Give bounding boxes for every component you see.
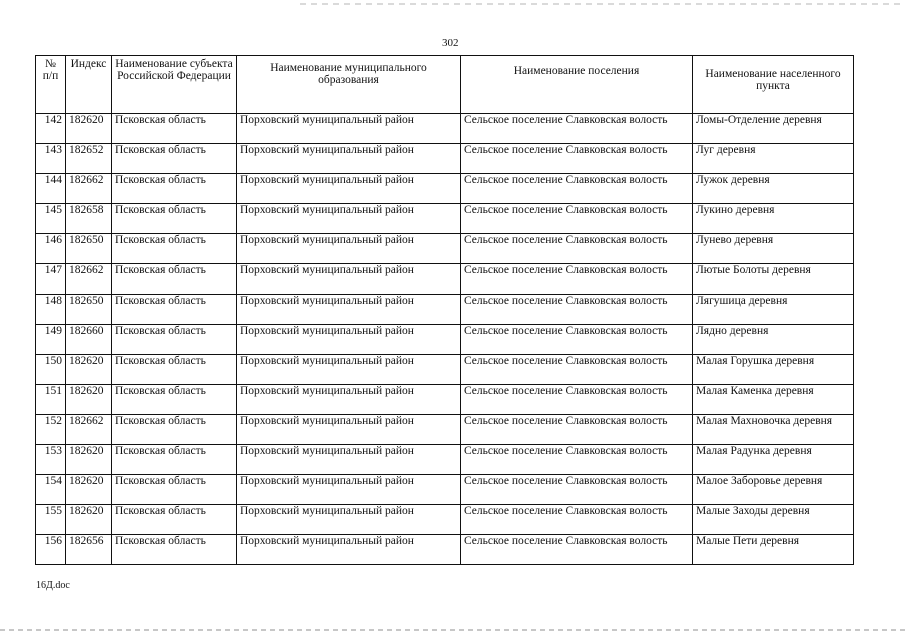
cell-number: 146 xyxy=(36,234,66,264)
cell-municipality: Порховский муниципальный район xyxy=(237,475,461,505)
table-row xyxy=(36,475,854,505)
cell-subject: Псковская область xyxy=(112,354,237,384)
cell-municipality: Порховский муниципальный район xyxy=(237,505,461,535)
cell-subject: Псковская область xyxy=(112,475,237,505)
table-row xyxy=(36,174,854,204)
cell-number: 153 xyxy=(36,445,66,475)
cell-locality: Лядно деревня xyxy=(693,324,854,354)
cell-subject: Псковская область xyxy=(112,144,237,174)
cell-locality: Лукино деревня xyxy=(693,204,854,234)
cell-settlement: Сельское поселение Славковская волость xyxy=(461,414,693,444)
cell-municipality: Порховский муниципальный район xyxy=(237,264,461,294)
cell-index: 182620 xyxy=(66,354,112,384)
cell-number: 155 xyxy=(36,505,66,535)
cell-subject: Псковская область xyxy=(112,445,237,475)
cell-subject: Псковская область xyxy=(112,384,237,414)
cell-locality: Ломы-Отделение деревня xyxy=(693,114,854,144)
cell-settlement: Сельское поселение Славковская волость xyxy=(461,144,693,174)
settlements-table xyxy=(35,55,854,565)
cell-settlement: Сельское поселение Славковская волость xyxy=(461,475,693,505)
cell-number: 150 xyxy=(36,354,66,384)
cell-index: 182620 xyxy=(66,384,112,414)
cell-index: 182620 xyxy=(66,505,112,535)
cell-number: 144 xyxy=(36,174,66,204)
cell-municipality: Порховский муниципальный район xyxy=(237,354,461,384)
table-header-row xyxy=(36,56,854,114)
cell-locality: Малая Махновочка деревня xyxy=(693,414,854,444)
cell-settlement: Сельское поселение Славковская волость xyxy=(461,234,693,264)
table-row xyxy=(36,505,854,535)
cell-settlement: Сельское поселение Славковская волость xyxy=(461,294,693,324)
cell-municipality: Порховский муниципальный район xyxy=(237,114,461,144)
header-subject: Наименование субъекта Российской Федерации xyxy=(112,56,237,114)
footer-filename: 16Д.doc xyxy=(36,580,70,591)
cell-number: 148 xyxy=(36,294,66,324)
cell-settlement: Сельское поселение Славковская волость xyxy=(461,204,693,234)
table-row xyxy=(36,324,854,354)
table-row xyxy=(36,234,854,264)
cell-number: 147 xyxy=(36,264,66,294)
cell-locality: Лягушица деревня xyxy=(693,294,854,324)
cell-index: 182660 xyxy=(66,324,112,354)
table-row xyxy=(36,144,854,174)
header-municipality: Наименование муниципального образования xyxy=(237,56,461,114)
cell-index: 182662 xyxy=(66,414,112,444)
cell-settlement: Сельское поселение Славковская волость xyxy=(461,174,693,204)
cell-municipality: Порховский муниципальный район xyxy=(237,174,461,204)
cell-settlement: Сельское поселение Славковская волость xyxy=(461,264,693,294)
cell-locality: Малые Заходы деревня xyxy=(693,505,854,535)
cell-index: 182662 xyxy=(66,174,112,204)
cell-municipality: Порховский муниципальный район xyxy=(237,535,461,565)
table-row xyxy=(36,445,854,475)
cell-locality: Луг деревня xyxy=(693,144,854,174)
header-number: № п/п xyxy=(36,56,66,114)
cell-index: 182650 xyxy=(66,234,112,264)
cell-locality: Лютые Болоты деревня xyxy=(693,264,854,294)
cell-settlement: Сельское поселение Славковская волость xyxy=(461,114,693,144)
header-index: Индекс xyxy=(66,56,112,114)
cell-locality: Малые Пети деревня xyxy=(693,535,854,565)
cell-municipality: Порховский муниципальный район xyxy=(237,144,461,174)
cell-settlement: Сельское поселение Славковская волость xyxy=(461,505,693,535)
cell-index: 182656 xyxy=(66,535,112,565)
header-locality: Наименование населенного пункта xyxy=(693,56,854,114)
cell-number: 152 xyxy=(36,414,66,444)
cell-index: 182620 xyxy=(66,475,112,505)
table-row xyxy=(36,114,854,144)
table-row xyxy=(36,264,854,294)
cell-municipality: Порховский муниципальный район xyxy=(237,445,461,475)
header-settlement: Наименование поселения xyxy=(461,56,693,114)
cell-number: 149 xyxy=(36,324,66,354)
cell-number: 151 xyxy=(36,384,66,414)
cell-subject: Псковская область xyxy=(112,505,237,535)
cell-index: 182650 xyxy=(66,294,112,324)
cell-subject: Псковская область xyxy=(112,414,237,444)
cell-index: 182652 xyxy=(66,144,112,174)
table-row xyxy=(36,414,854,444)
cell-index: 182658 xyxy=(66,204,112,234)
table-row xyxy=(36,535,854,565)
scan-edge-bottom xyxy=(0,629,905,631)
cell-subject: Псковская область xyxy=(112,234,237,264)
cell-municipality: Порховский муниципальный район xyxy=(237,234,461,264)
cell-index: 182620 xyxy=(66,445,112,475)
cell-subject: Псковская область xyxy=(112,204,237,234)
cell-locality: Малое Заборовье деревня xyxy=(693,475,854,505)
cell-subject: Псковская область xyxy=(112,535,237,565)
cell-index: 182620 xyxy=(66,114,112,144)
cell-subject: Псковская область xyxy=(112,174,237,204)
cell-number: 142 xyxy=(36,114,66,144)
cell-settlement: Сельское поселение Славковская волость xyxy=(461,384,693,414)
cell-number: 154 xyxy=(36,475,66,505)
table-row xyxy=(36,354,854,384)
page-number: 302 xyxy=(442,37,459,49)
cell-locality: Малая Каменка деревня xyxy=(693,384,854,414)
cell-number: 145 xyxy=(36,204,66,234)
scan-edge-top xyxy=(300,3,900,5)
cell-number: 156 xyxy=(36,535,66,565)
cell-subject: Псковская область xyxy=(112,264,237,294)
cell-municipality: Порховский муниципальный район xyxy=(237,294,461,324)
table-row xyxy=(36,204,854,234)
cell-settlement: Сельское поселение Славковская волость xyxy=(461,445,693,475)
table-body xyxy=(36,114,854,565)
cell-municipality: Порховский муниципальный район xyxy=(237,324,461,354)
cell-locality: Малая Горушка деревня xyxy=(693,354,854,384)
table-row xyxy=(36,384,854,414)
cell-settlement: Сельское поселение Славковская волость xyxy=(461,354,693,384)
cell-municipality: Порховский муниципальный район xyxy=(237,204,461,234)
cell-subject: Псковская область xyxy=(112,114,237,144)
cell-subject: Псковская область xyxy=(112,294,237,324)
cell-municipality: Порховский муниципальный район xyxy=(237,384,461,414)
cell-municipality: Порховский муниципальный район xyxy=(237,414,461,444)
cell-locality: Лунево деревня xyxy=(693,234,854,264)
cell-number: 143 xyxy=(36,144,66,174)
cell-index: 182662 xyxy=(66,264,112,294)
cell-subject: Псковская область xyxy=(112,324,237,354)
cell-locality: Малая Радунка деревня xyxy=(693,445,854,475)
table-row xyxy=(36,294,854,324)
cell-locality: Лужок деревня xyxy=(693,174,854,204)
cell-settlement: Сельское поселение Славковская волость xyxy=(461,535,693,565)
cell-settlement: Сельское поселение Славковская волость xyxy=(461,324,693,354)
